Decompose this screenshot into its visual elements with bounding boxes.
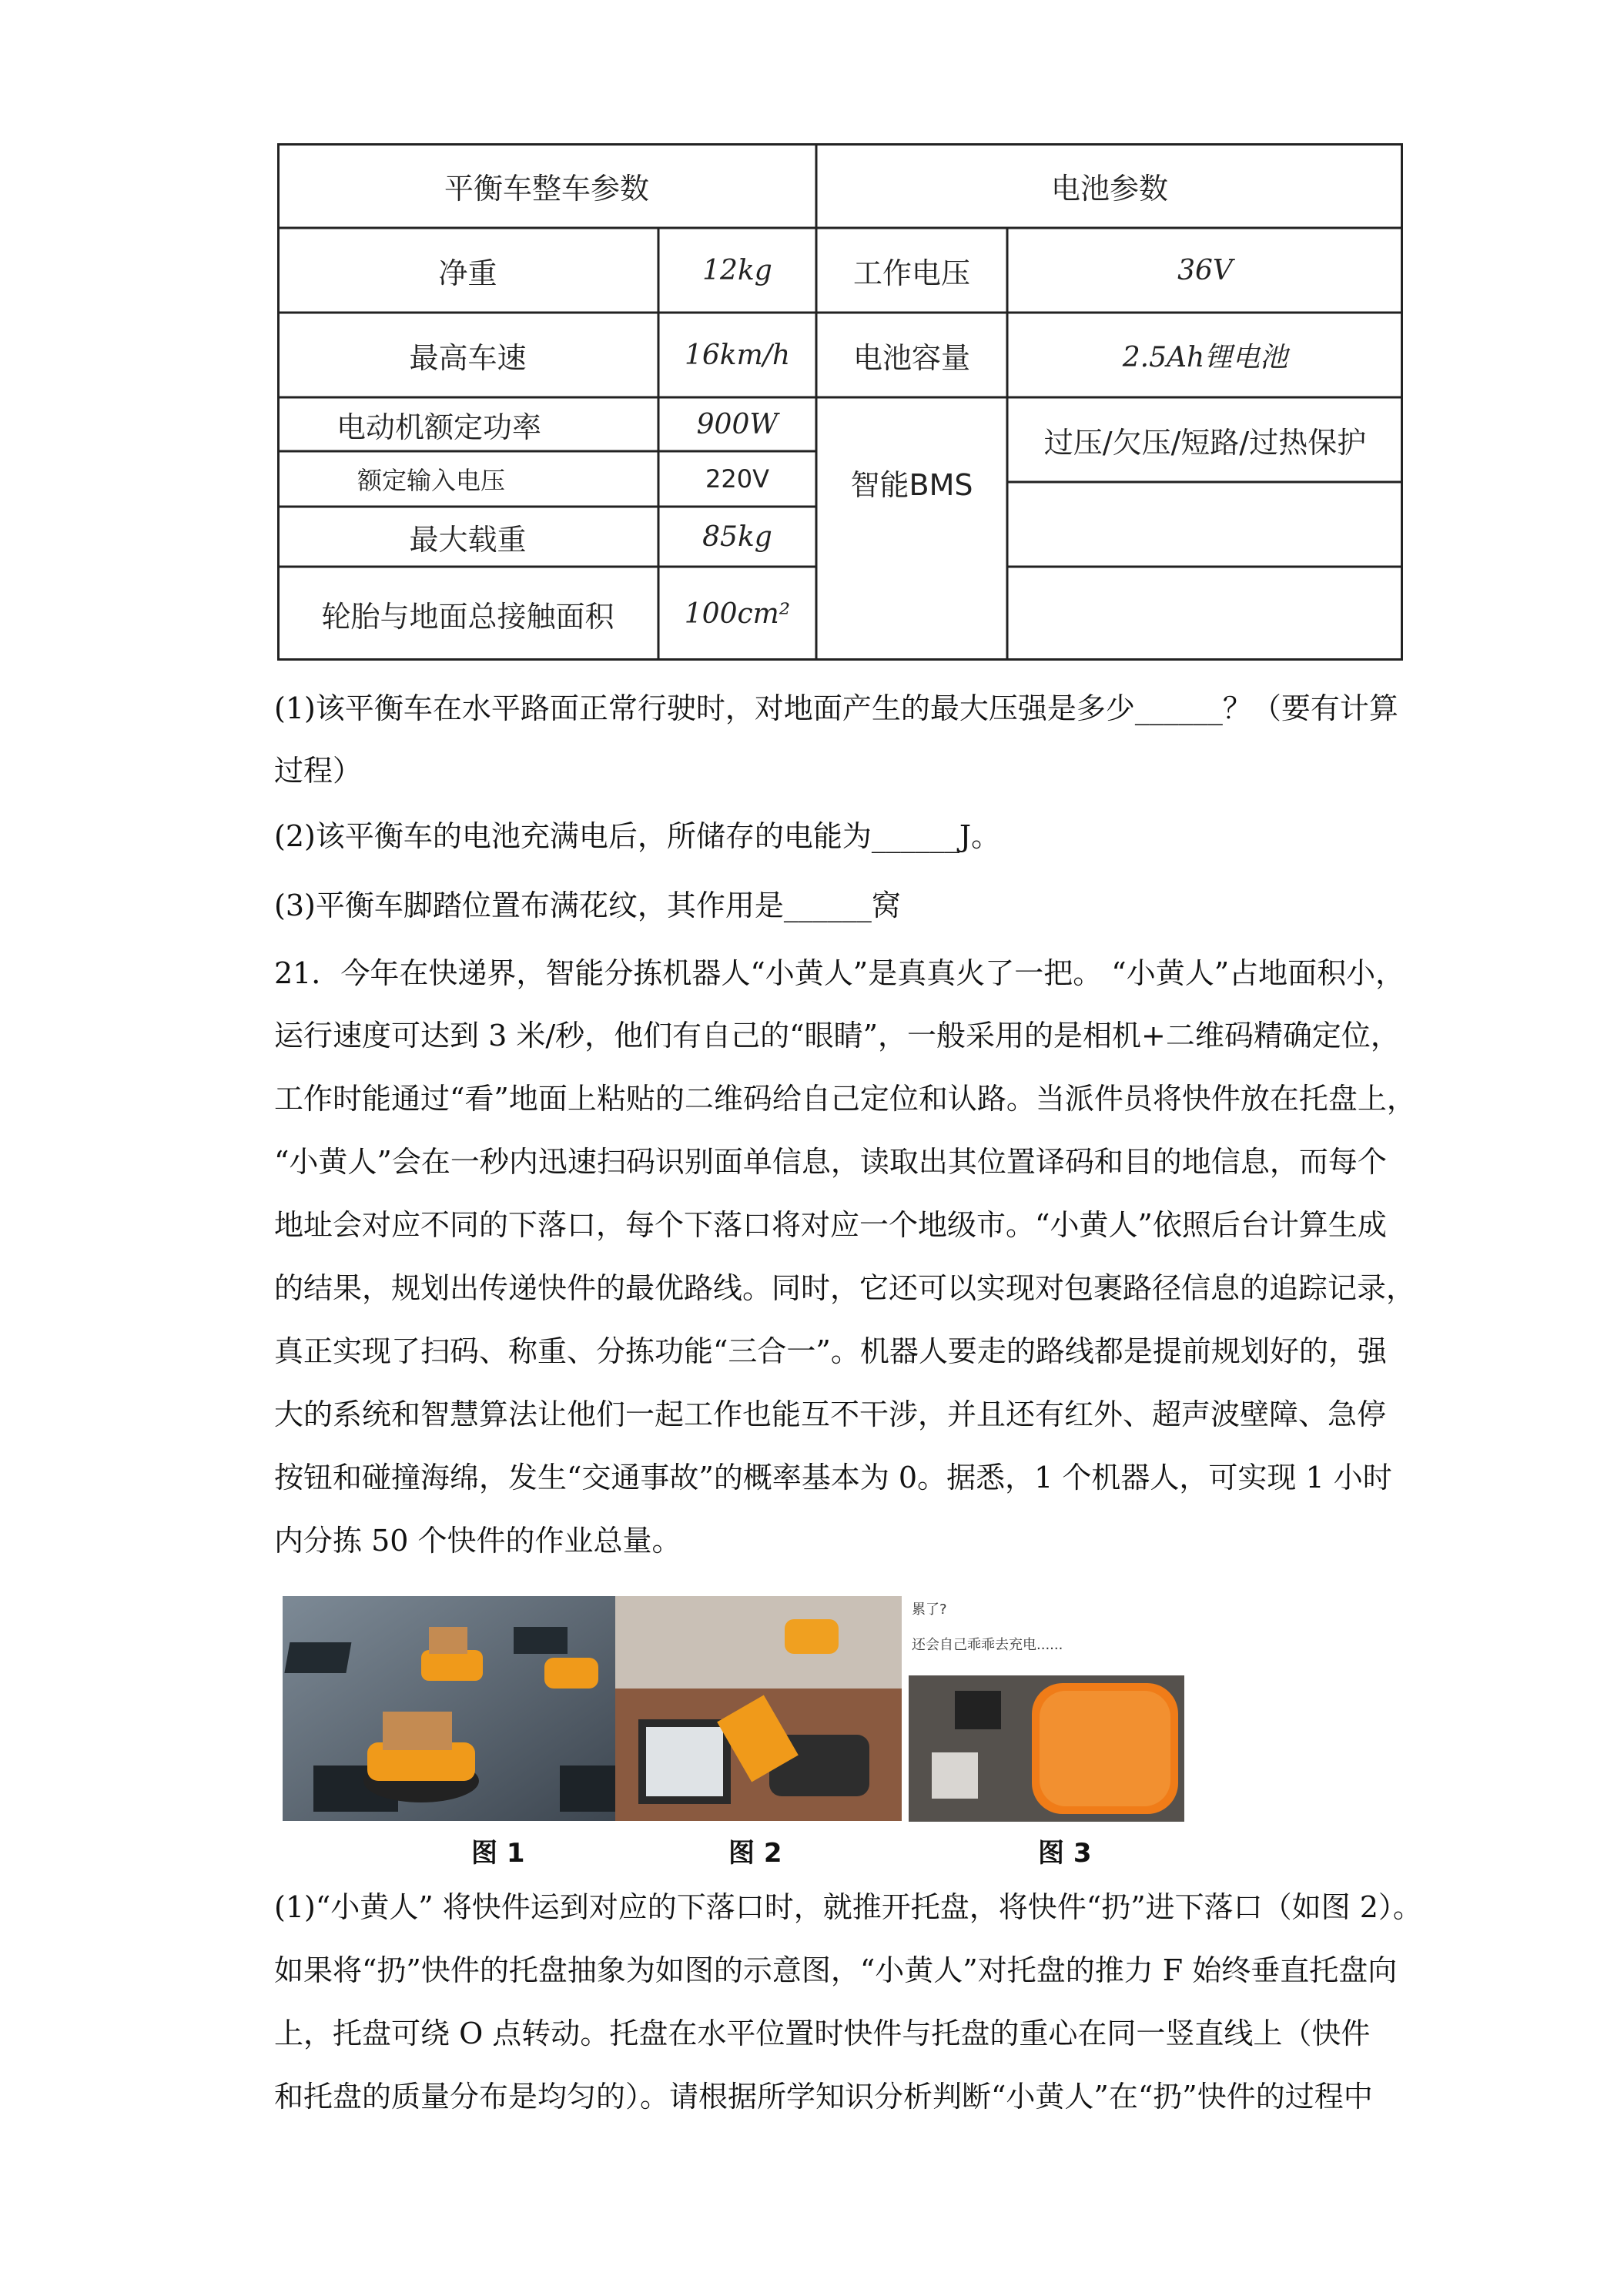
question-1-line-2: 过程） [274,754,363,788]
figure-1-caption: 图 1 [471,1838,525,1869]
row-max-load-value: 85kg [702,520,772,553]
passage-line: 真正实现了扫码、称重、分拣功能“三合一”。机器人要走的路线都是提前规划好的，强 [274,1334,1387,1368]
subquestion-line: 和托盘的质量分布是均匀的）。请根据所学知识分析判断“小黄人”在“扔”快件的过程中 [274,2080,1373,2114]
passage-line: “小黄人”会在一秒内迅速扫码识别面单信息，读取出其位置译码和目的地信息，而每个 [274,1145,1387,1179]
row-input-voltage-label: 额定输入电压 [357,466,505,495]
row-contact-area-value: 100cm² [684,597,791,630]
question-1-line-1: (1)该平衡车在水平路面正常行驶时，对地面产生的最大压强是多少______？（要有计算 [274,691,1398,725]
passage-line: 工作时能通过“看”地面上粘贴的二维码给自己定位和认路。当派件员将快件放在托盘上， [274,1082,1416,1116]
figure-2-photo [615,1596,902,1821]
subquestion-line: 如果将“扔”快件的托盘抽象为如图的示意图，“小黄人”对托盘的推力 F 始终垂直托盘向 [274,1953,1398,1987]
passage-line: 大的系统和智慧算法让他们一起工作也能互不干涉，并且还有红外、超声波壁障、急停 [274,1397,1387,1431]
subquestion-line: (1)“小黄人” 将快件运到对应的下落口时，就推开托盘，将快件“扔”进下落口（如图 2）。 [274,1890,1422,1924]
figure-2-caption: 图 2 [728,1838,782,1869]
row-motor-power-label: 电动机额定功率 [336,410,541,444]
row-net-weight-label: 净重 [438,256,497,290]
row-capacity-label: 电池容量 [852,340,970,375]
row-contact-area-label: 轮胎与地面总接触面积 [321,599,614,634]
figure-3-note-1: 累了? [912,1602,947,1618]
row-max-speed-label: 最高车速 [409,340,527,375]
passage-line: 按钮和碰撞海绵，发生“交通事故”的概率基本为 0。据悉，1 个机器人，可实现 1 小时 [274,1461,1392,1494]
passage-line: 运行速度可达到 3 米/秒，他们有自己的“眼睛”，一般采用的是相机+二维码精确定位， [274,1019,1400,1053]
row-max-speed-value: 16km/h [684,339,791,371]
figure-3-note-2: 还会自己乖乖去充电...... [912,1637,1063,1653]
row-voltage-value: 36V [1177,254,1233,286]
parameter-table [277,143,1403,661]
row-net-weight-value: 12kg [702,254,772,286]
row-bms-value: 过压/欠压/短路/过热保护 [1043,425,1367,460]
question-2: (2)该平衡车的电池充满电后，所储存的电能为______J。 [274,819,1001,853]
row-bms-label: 智能BMS [850,467,973,502]
figure-3-caption: 图 3 [1038,1838,1092,1869]
passage-line: 内分拣 50 个快件的作业总量。 [274,1524,681,1558]
passage-line: 地址会对应不同的下落口，每个下落口将对应一个地级市。“小黄人”依照后台计算生成 [274,1208,1387,1242]
table-header-battery: 电池参数 [1050,171,1168,206]
question-3: (3)平衡车脚踏位置布满花纹，其作用是______窝 [274,889,901,922]
figure-3-photo [909,1675,1184,1822]
subquestion-line: 上，托盘可绕 O 点转动。托盘在水平位置时快件与托盘的重心在同一竖直线上（快件 [274,2017,1371,2050]
row-capacity-value: 2.5Ah锂电池 [1122,341,1288,373]
row-max-load-label: 最大载重 [409,522,527,557]
row-input-voltage-value: 220V [705,464,769,494]
table-header-vehicle: 平衡车整车参数 [444,171,649,206]
passage-line: 21．今年在快递界，智能分拣机器人“小黄人”是真真火了一把。 “小黄人”占地面积小， [274,956,1405,990]
row-voltage-label: 工作电压 [852,256,970,290]
passage-line: 的结果，规划出传递快件的最优路线。同时，它还可以实现对包裹路径信息的追踪记录， [274,1271,1416,1305]
row-motor-power-value: 900W [696,408,779,440]
figure-1-photo [283,1596,615,1821]
